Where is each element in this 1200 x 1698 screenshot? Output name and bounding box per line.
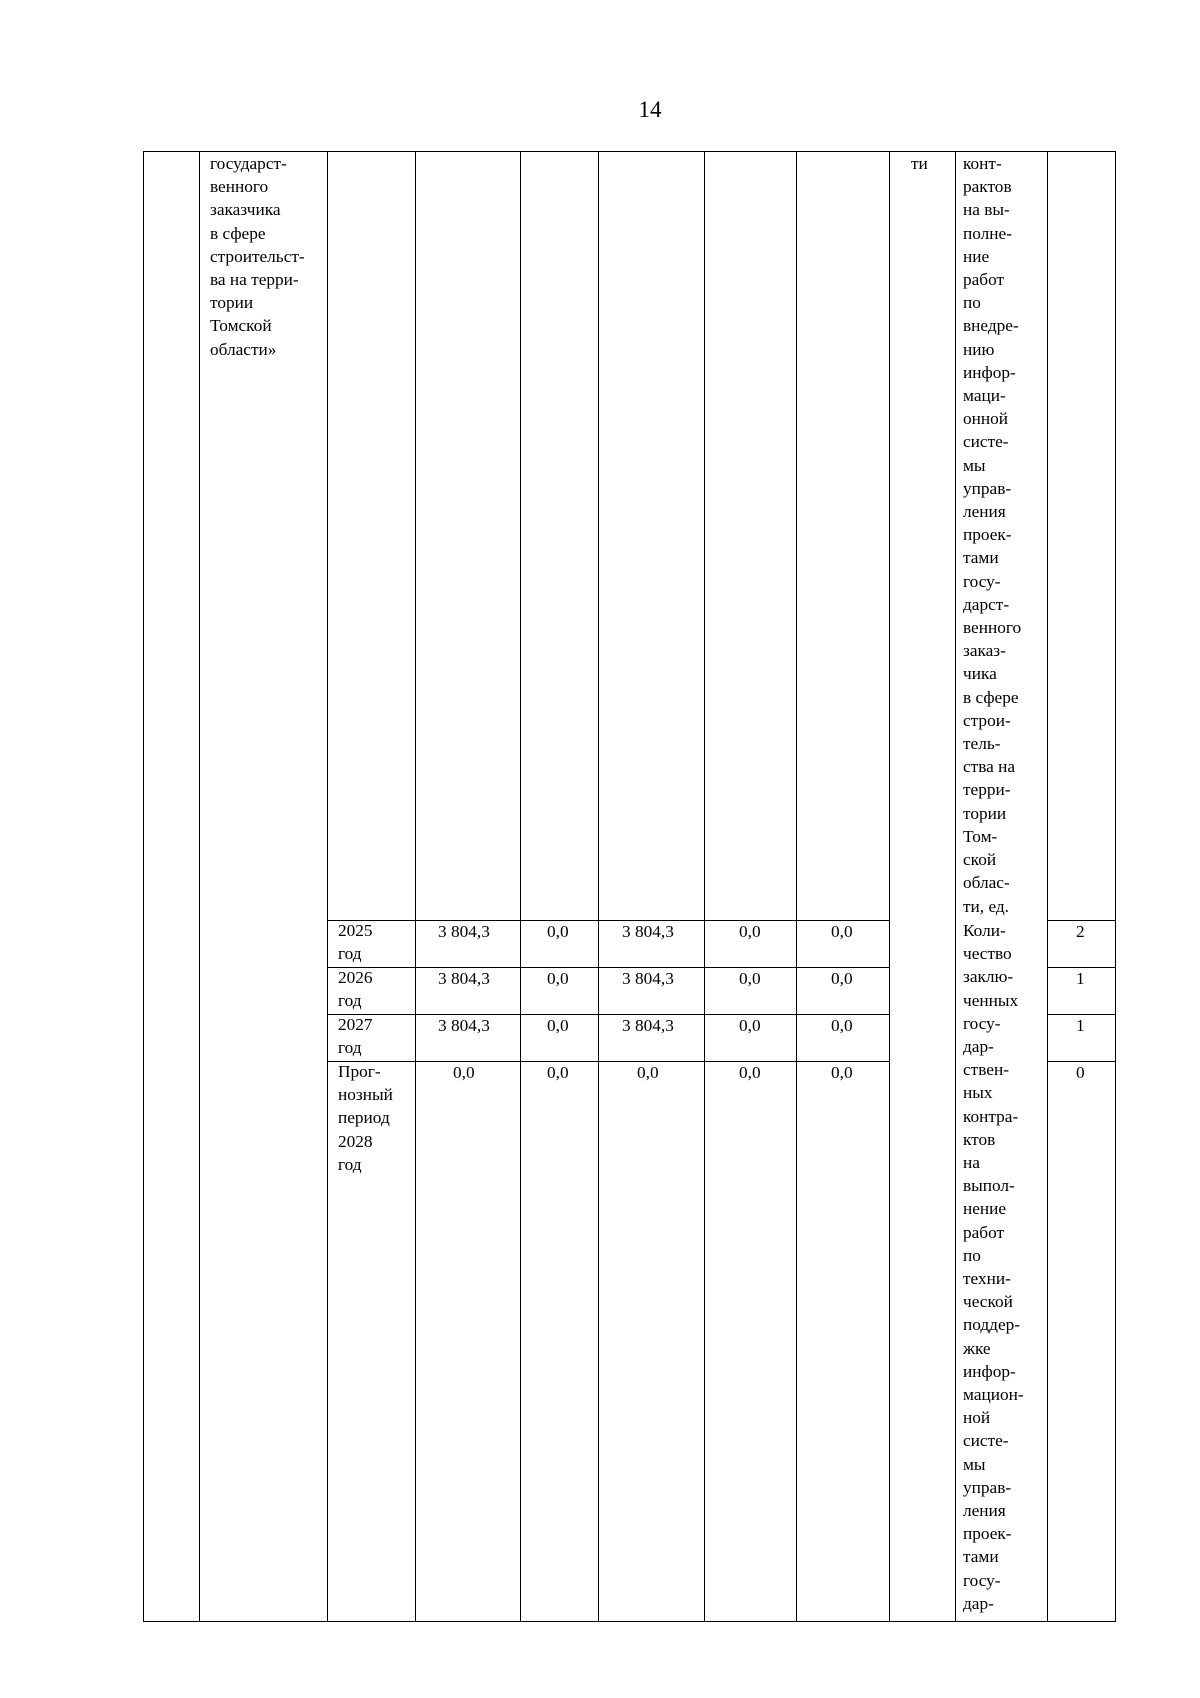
other-cell: 0,0 (831, 922, 853, 941)
row-divider (327, 967, 890, 968)
column-divider (415, 151, 416, 1622)
federal-cell: 0,0 (547, 969, 569, 988)
local-cell: 0,0 (739, 969, 761, 988)
column-divider (1047, 151, 1048, 1622)
indicator-value-cell: 1 (1076, 969, 1085, 988)
regional-cell: 0,0 (637, 1063, 659, 1082)
column-divider (889, 151, 890, 1622)
indicator-value-cell: 0 (1076, 1063, 1085, 1082)
local-cell: 0,0 (739, 1063, 761, 1082)
indicator-value-cell: 2 (1076, 922, 1085, 941)
page-number: 14 (638, 97, 662, 122)
table-border-right (1115, 151, 1116, 1622)
column-divider (955, 151, 956, 1622)
column-divider (520, 151, 521, 1622)
regional-cell: 3 804,3 (622, 922, 674, 941)
row-divider (327, 1061, 890, 1062)
other-cell: 0,0 (831, 1016, 853, 1035)
indicator-name-cell: Коли- чество заклю- ченных госу- дар- ствен- ных контра- ктов на выпол- нение работ по техни- ческой поддер- жке инфор- мацион- ной систе- мы управ- ления проек- тами госу- дар- (963, 921, 1024, 1613)
federal-cell: 0,0 (547, 922, 569, 941)
regional-cell: 3 804,3 (622, 969, 674, 988)
total-cell: 0,0 (453, 1063, 475, 1082)
local-cell: 0,0 (739, 922, 761, 941)
measure-name-cell: государст- венного заказчика в сфере строительст- ва на терри- тории Томской области» (210, 154, 305, 359)
column-divider (598, 151, 599, 1622)
period-cell: 2025 год (338, 921, 373, 964)
federal-cell: 0,0 (547, 1063, 569, 1082)
other-cell: 0,0 (831, 969, 853, 988)
other-cell: 0,0 (831, 1063, 853, 1082)
column-divider (704, 151, 705, 1622)
period-cell: 2026 год (338, 968, 373, 1011)
column-divider (796, 151, 797, 1622)
unit-cell: ти (911, 154, 928, 173)
row-divider (327, 1014, 890, 1015)
row-divider (327, 920, 890, 921)
period-cell: 2027 год (338, 1015, 373, 1058)
regional-cell: 3 804,3 (622, 1016, 674, 1035)
total-cell: 3 804,3 (438, 969, 490, 988)
total-cell: 3 804,3 (438, 922, 490, 941)
total-cell: 3 804,3 (438, 1016, 490, 1035)
table-border-left (143, 151, 144, 1622)
column-divider (199, 151, 200, 1622)
local-cell: 0,0 (739, 1016, 761, 1035)
table-border-bottom (143, 1621, 1116, 1622)
period-cell: Прог- нозный период 2028 год (338, 1062, 393, 1174)
indicator-value-cell: 1 (1076, 1016, 1085, 1035)
indicator-name-cell: конт- рактов на вы- полне- ние работ по внедре- нию инфор- маци- онной систе- мы управ- ления проек- тами госу- дарст- венного заказ- чика в сфере строи- тель- ства на терри- тории Том- ской облас- ти, ед. (963, 154, 1022, 916)
federal-cell: 0,0 (547, 1016, 569, 1035)
column-divider (327, 151, 328, 1622)
